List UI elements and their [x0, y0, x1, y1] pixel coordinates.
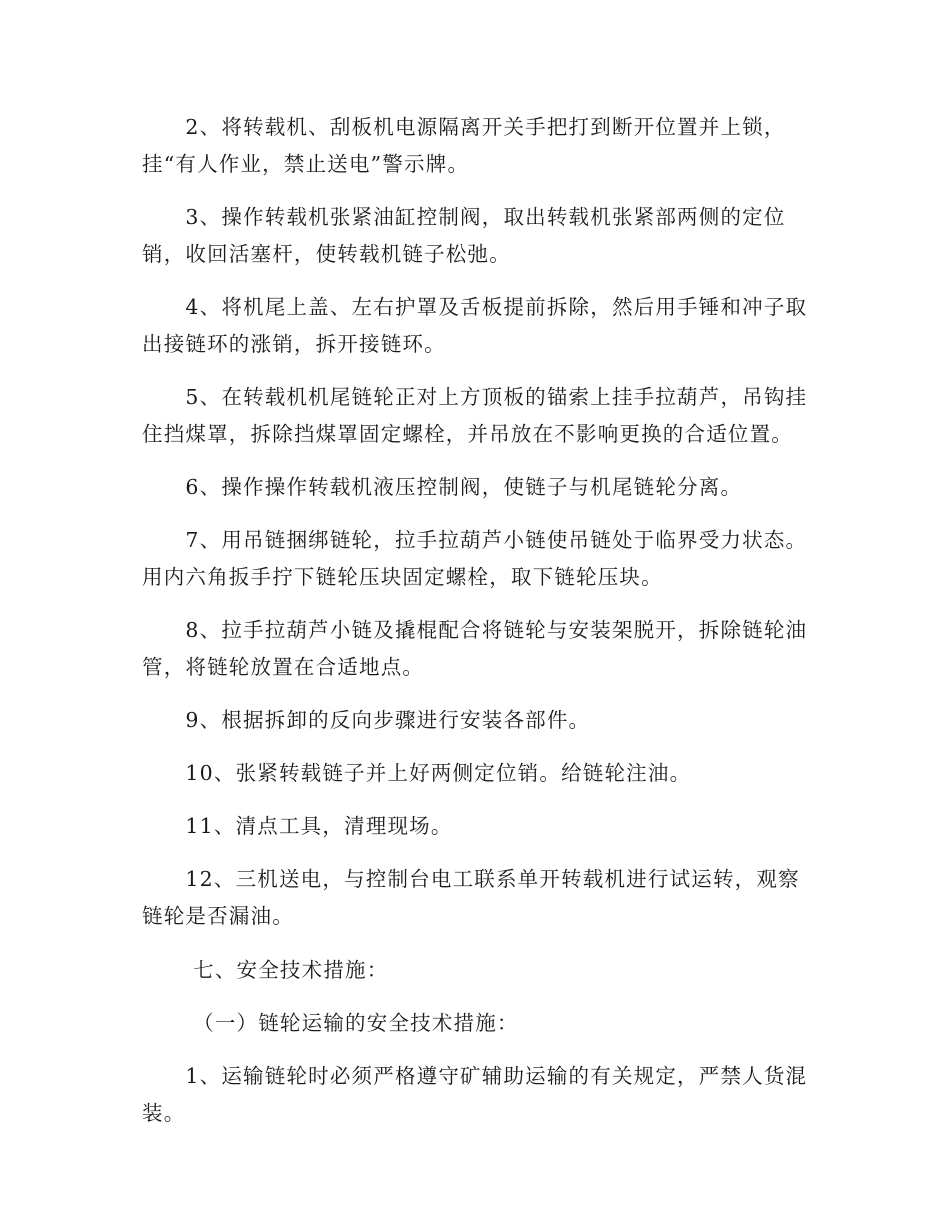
text-line: 住挡煤罩，拆除挡煤罩固定螺栓，并吊放在不影响更换的合适位置。: [142, 422, 793, 446]
text-line: 9、根据拆卸的反向步骤进行安装各部件。: [142, 708, 591, 732]
text-line: 8、拉手拉葫芦小链及撬棍配合将链轮与安装架脱开，拆除链轮油: [142, 618, 808, 642]
text-line: 销，收回活塞杆，使转载机链子松弛。: [142, 242, 511, 266]
text-line: 管，将链轮放置在合适地点。: [142, 655, 425, 679]
text-line: 10、张紧转载链子并上好两侧定位销。给链轮注油。: [142, 761, 692, 785]
text-line: 1、运输链轮时必须严格遵守矿辅助运输的有关规定，严禁人货混: [142, 1064, 808, 1088]
text-line: 用内六角扳手拧下链轮压块固定螺栓，取下链轮压块。: [142, 565, 663, 589]
text-line: 链轮是否漏油。: [142, 904, 294, 928]
text-line: 11、清点工具，清理现场。: [142, 814, 453, 838]
text-line: 7、用吊链捆绑链轮，拉手拉葫芦小链使吊链处于临界受力状态。: [142, 528, 808, 552]
section-heading: 七、安全技术措施：: [142, 958, 389, 982]
text-line: 挂“有人作业，禁止送电”警示牌。: [142, 152, 470, 176]
text-line: 3、操作转载机张紧油缸控制阀，取出转载机张紧部两侧的定位: [142, 205, 786, 229]
text-line: 4、将机尾上盖、左右护罩及舌板提前拆除，然后用手锤和冲子取: [142, 295, 808, 319]
text-line: 装。: [142, 1101, 186, 1125]
text-line: 6、操作操作转载机液压控制阀，使链子与机尾链轮分离。: [142, 475, 743, 499]
text-line: 2、将转载机、刮板机电源隔离开关手把打到断开位置并上锁，: [142, 115, 786, 139]
text-line: 12、三机送电，与控制台电工联系单开转载机进行试运转，观察: [142, 867, 800, 891]
text-line: 出接链环的涨销，拆开接链环。: [142, 332, 446, 356]
text-line: 5、在转载机机尾链轮正对上方顶板的锚索上挂手拉葫芦，吊钩挂: [142, 385, 808, 409]
subsection-heading: （一）链轮运输的安全技术措施：: [142, 1011, 519, 1035]
